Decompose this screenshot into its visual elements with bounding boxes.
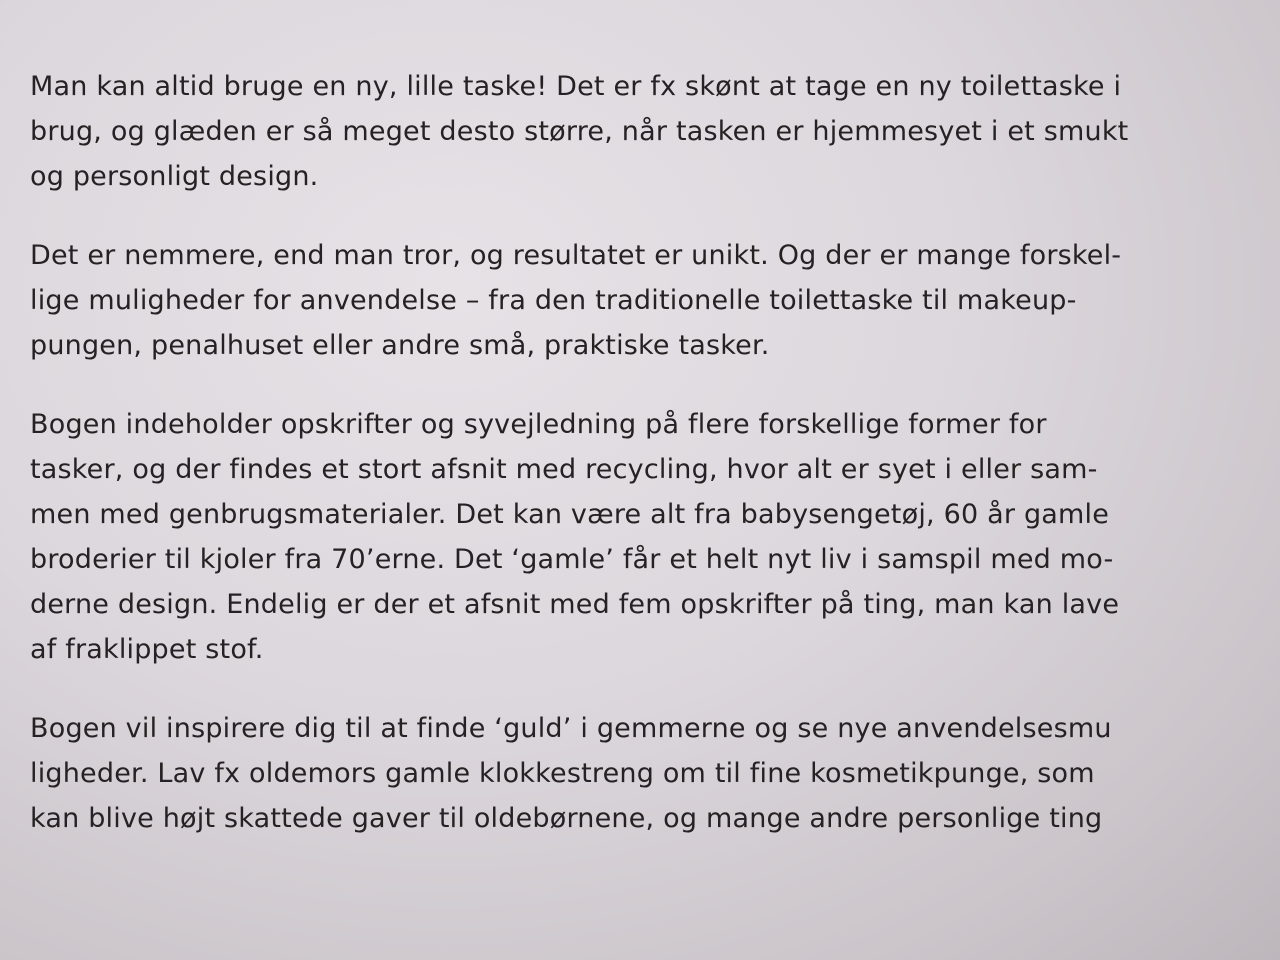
- text-line: pungen, penalhuset eller andre små, praktiske tasker.: [30, 330, 770, 361]
- text-line: derne design. Endelig er der et afsnit med fem opskrifter på ting, man kan lave: [30, 589, 1120, 620]
- paragraph-1: [30, 64, 1270, 199]
- body-text: [30, 64, 1270, 875]
- paragraph-3: [30, 402, 1270, 672]
- text-line: Det er nemmere, end man tror, og resultatet er unikt. Og der er mange forskel-: [30, 240, 1122, 271]
- text-line: og personligt design.: [30, 161, 319, 192]
- text-line: brug, og glæden er så meget desto større, når tasken er hjemmesyet i et smukt: [30, 116, 1129, 147]
- text-line: ligheder. Lav fx oldemors gamle klokkestreng om til fine kosmetikpunge, som: [30, 758, 1095, 789]
- text-line: af fraklippet stof.: [30, 634, 264, 665]
- text-line: lige muligheder for anvendelse – fra den traditionelle toilettaske til makeup-: [30, 285, 1077, 316]
- text-line: broderier til kjoler fra 70’erne. Det ‘gamle’ får et helt nyt liv i samspil med mo-: [30, 544, 1114, 575]
- text-line: kan blive højt skattede gaver til oldebørnene, og mange andre personlige ting: [30, 803, 1103, 834]
- text-line: Bogen vil inspirere dig til at finde ‘guld’ i gemmerne og se nye anvendelsesmu: [30, 713, 1112, 744]
- paragraph-4: [30, 706, 1270, 841]
- paragraph-2: [30, 233, 1270, 368]
- text-line: tasker, og der findes et stort afsnit med recycling, hvor alt er syet i eller sam-: [30, 454, 1098, 485]
- text-line: Bogen indeholder opskrifter og syvejledning på flere forskellige former for: [30, 409, 1047, 440]
- text-line: Man kan altid bruge en ny, lille taske! Det er fx skønt at tage en ny toilettaske i: [30, 71, 1122, 102]
- text-line: men med genbrugsmaterialer. Det kan være alt fra babysengetøj, 60 år gamle: [30, 499, 1110, 530]
